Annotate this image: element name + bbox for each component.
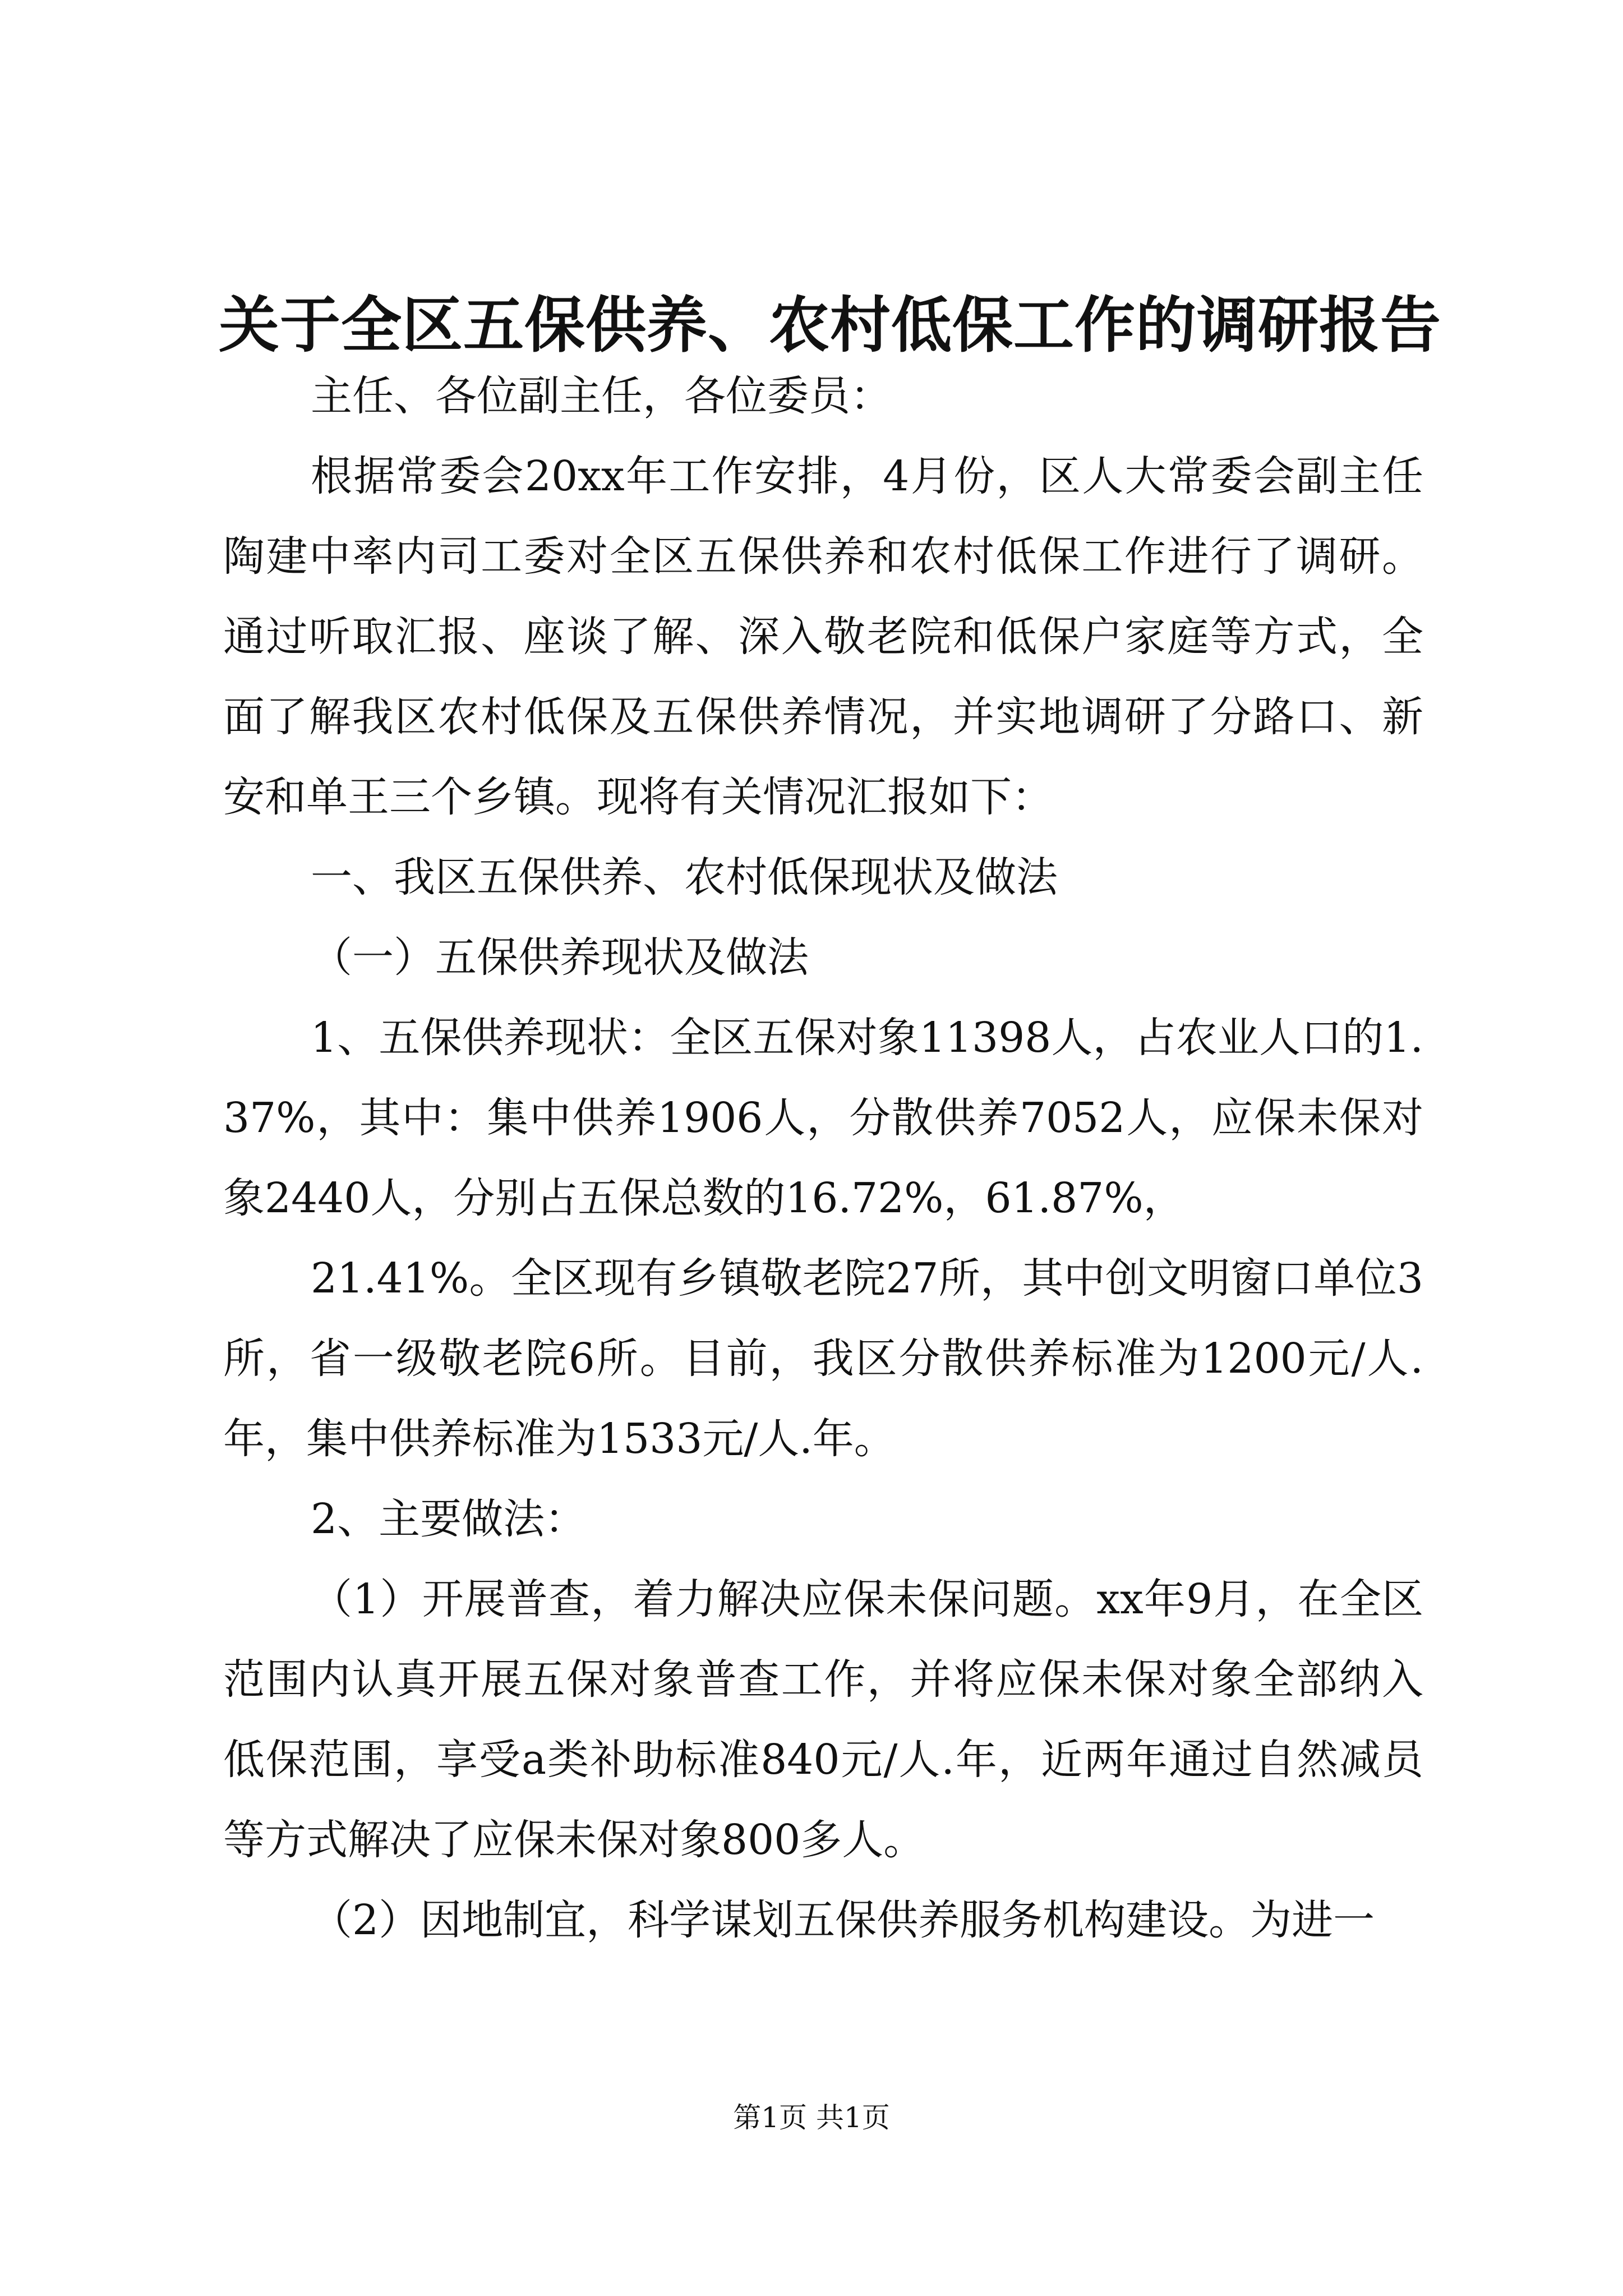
paragraph-status: 1、五保供养现状：全区五保对象11398人，占农业人口的1.37%，其中：集中供养1906人，分散供养7052人，应保未保对象2440人，分别占五保总数的16.72%，61.87%， [223,1014,1423,1222]
document-body [223,356,1423,1961]
paragraph-salutation: 主任、各位副主任，各位委员： [311,372,892,420]
subsection-heading-1: （一）五保供养现状及做法 [311,933,809,982]
paragraph-method-1: （1）开展普查，着力解决应保未保问题。xx年9月，在全区范围内认真开展五保对象普查工作，并将应保未保对象全部纳入低保范围，享受a类补助标准840元/人.年，近两年通过自然减员等方式解决了应保未保对象800多人。 [223,1575,1423,1864]
document-title: 关于全区五保供养、农村低保工作的调研报告 [219,290,1442,361]
paragraph-methods-heading: 2、主要做法： [311,1495,587,1543]
paragraph-status-continued: 21.41%。全区现有乡镇敬老院27所，其中创文明窗口单位3所，省一级敬老院6所。目前，我区分散供养标准为1200元/人.年，集中供养标准为1533元/人.年。 [223,1254,1423,1463]
paragraph-intro: 根据常委会20xx年工作安排，4月份，区人大常委会副主任陶建中率内司工委对全区五保供养和农村低保工作进行了调研。通过听取汇报、座谈了解、深入敬老院和低保户家庭等方式，全面了解我区农村低保及五保供养情况，并实地调研了分路口、新安和单王三个乡镇。现将有关情况汇报如下： [223,452,1423,821]
paragraph-method-2: （2）因地制宜，科学谋划五保供养服务机构建设。为进一 [311,1896,1375,1944]
section-heading-1: 一、我区五保供养、农村低保现状及做法 [311,853,1058,901]
page-footer: 第1页 共1页 [733,2101,890,2134]
